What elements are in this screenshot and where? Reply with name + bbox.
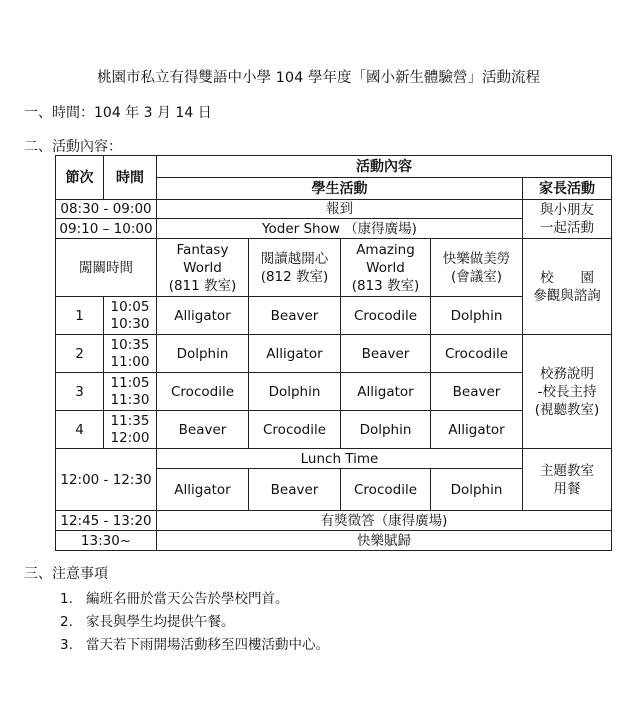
group-cell: Dolphin [431,297,523,335]
station-amazing-world: Amazing World (813 教室) [341,239,431,297]
lunch-time: 12:00 - 12:30 [56,449,157,511]
session-number: 1 [56,297,104,335]
lunch-group-cell: Beaver [249,469,341,511]
header-session: 節次 [56,156,104,200]
note-item: 3. 當天若下雨開場活動移至四樓活動中心。 [60,637,329,653]
session-time: 11:35 12:00 [104,411,157,449]
group-cell: Beaver [341,335,431,373]
group-cell: Crocodile [249,411,341,449]
session-number: 2 [56,335,104,373]
end-activity: 快樂賦歸 [157,531,612,551]
group-cell: Beaver [157,411,249,449]
note-item: 2. 家長與學生均提供午餐。 [60,614,235,630]
group-cell: Crocodile [157,373,249,411]
group-cell: Beaver [249,297,341,335]
group-cell: Crocodile [341,297,431,335]
class-time-label: 闖關時間 [56,239,157,297]
notes-list [60,588,329,657]
parent-briefing: 校務說明 -校長主持 (視聽教室) [523,335,612,449]
group-cell: Dolphin [341,411,431,449]
page-title: 桃園市私立有得雙語中小學 104 學年度「國小新生體驗營」活動流程 [97,70,540,86]
lunch-group-cell: Alligator [157,469,249,511]
session-time: 10:05 10:30 [104,297,157,335]
group-cell: Dolphin [249,373,341,411]
station-art: 快樂做美勞 (會議室) [431,239,523,297]
session-time: 10:35 11:00 [104,335,157,373]
show-activity: Yoder Show （康得廣場) [157,219,523,239]
schedule-table [55,155,612,551]
session-number: 4 [56,411,104,449]
parent-lunch: 主題教室 用餐 [523,449,612,511]
station-fantasy-world: Fantasy World (811 教室) [157,239,249,297]
lunch-group-cell: Crocodile [341,469,431,511]
parent-campus-tour: 校 園 參觀與諮詢 [523,239,612,335]
checkin-time: 08:30 - 09:00 [56,200,157,219]
group-cell: Beaver [431,373,523,411]
group-cell: Crocodile [431,335,523,373]
show-time: 09:10 – 10:00 [56,219,157,239]
end-time: 13:30~ [56,531,157,551]
session-time: 11:05 11:30 [104,373,157,411]
lunch-label: Lunch Time [157,449,523,469]
note-item: 1. 編班名冊於當天公告於學校門首。 [60,591,289,607]
lunch-group-cell: Dolphin [431,469,523,511]
group-cell: Alligator [157,297,249,335]
quiz-time: 12:45 - 13:20 [56,511,157,531]
section-content: 二、活動內容： [24,139,122,155]
group-cell: Alligator [341,373,431,411]
header-student-activity: 學生活動 [157,178,523,200]
section-notes: 三、注意事項 [24,566,108,582]
station-reading: 閱讀越開心 (812 教室) [249,239,341,297]
group-cell: Alligator [249,335,341,373]
quiz-activity: 有獎徵答（康得廣場) [157,511,612,531]
group-cell: Alligator [431,411,523,449]
header-activity: 活動內容 [157,156,612,178]
group-cell: Dolphin [157,335,249,373]
session-number: 3 [56,373,104,411]
header-parent-activity: 家長活動 [523,178,612,200]
section-time: 一、時間：104 年 3 月 14 日 [24,105,212,121]
parent-with-kids: 與小朋友 一起活動 [523,200,612,239]
checkin-activity: 報到 [157,200,523,219]
header-time: 時間 [104,156,157,200]
